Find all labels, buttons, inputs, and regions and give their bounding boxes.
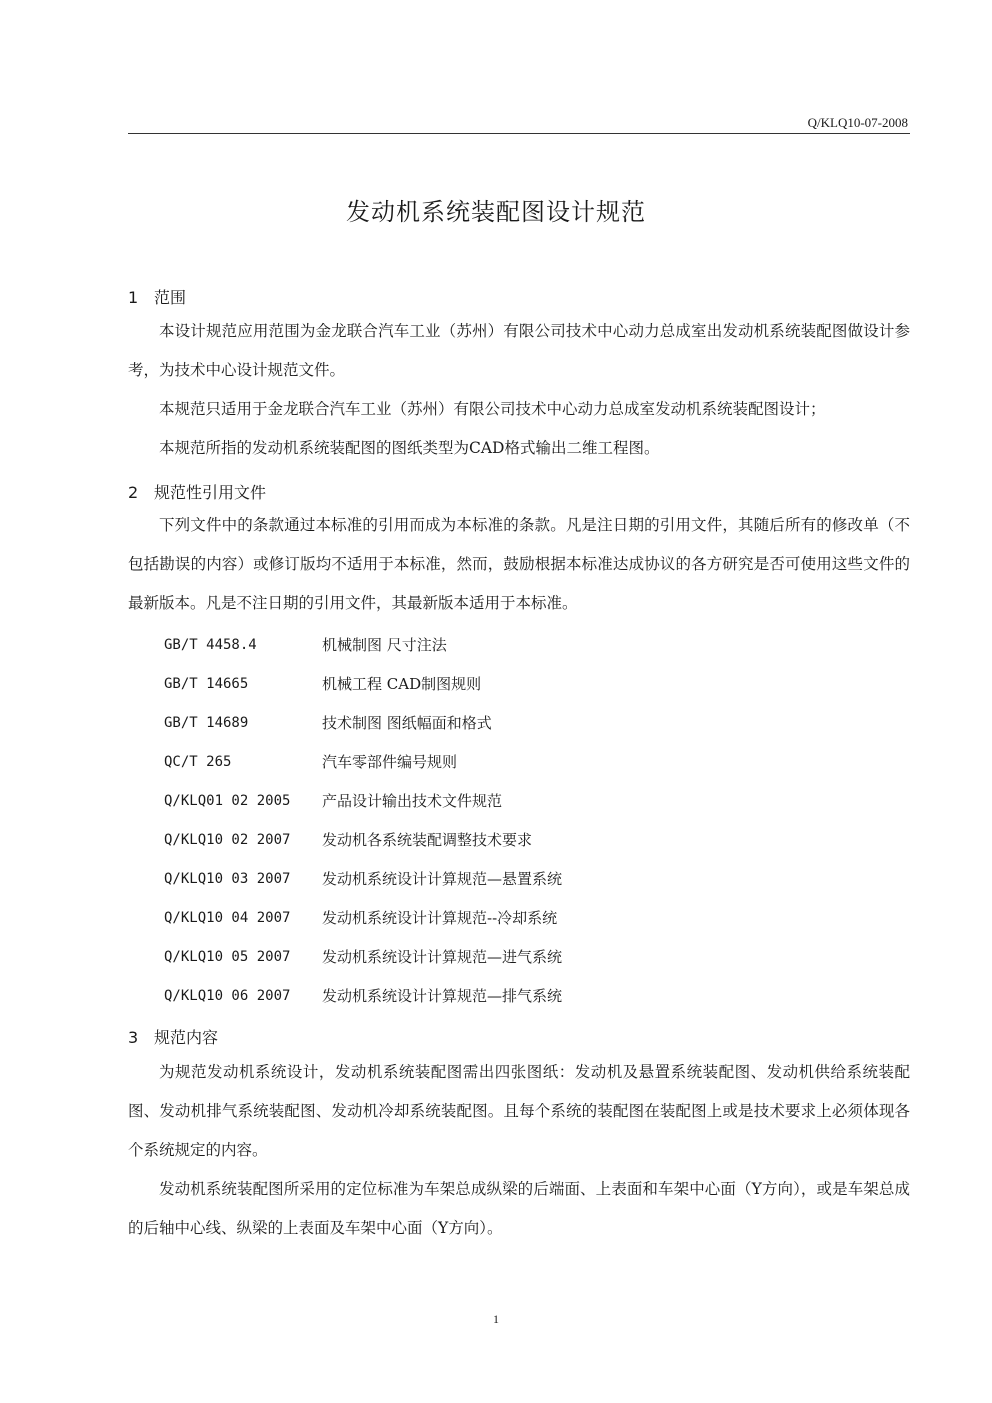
reference-title: 发动机各系统装配调整技术要求: [322, 831, 533, 849]
reference-code: Q/KLQ10 02 2007: [164, 832, 291, 848]
reference-code: QC/T 265: [164, 754, 232, 770]
paragraph: 本设计规范应用范围为金龙联合汽车工业（苏州）有限公司技术中心动力总成室出发动机系统装配图做设计参考，为技术中心设计规范文件。: [128, 322, 910, 379]
reference-title: 发动机系统设计计算规范—排气系统: [322, 987, 563, 1005]
reference-item: [164, 630, 864, 669]
paragraph: 下列文件中的条款通过本标准的引用而成为本标准的条款。凡是注日期的引用文件，其随后所有的修改单（不包括勘误的内容）或修订版均不适用于本标准，然而，鼓励根据本标准达成协议的各方研究是否可使用这些文件的最新版本。凡是不注日期的引用文件，其最新版本适用于本标准。: [128, 516, 910, 612]
reference-list: [164, 630, 864, 1020]
reference-code: GB/T 14665: [164, 676, 249, 692]
reference-item: [164, 942, 864, 981]
reference-title: 机械制图 尺寸注法: [322, 636, 447, 654]
reference-item: [164, 825, 864, 864]
reference-title: 机械工程 CAD制图规则: [322, 675, 482, 693]
section-2-heading: [128, 480, 266, 503]
reference-item: [164, 903, 864, 942]
section-1-heading: [128, 285, 186, 308]
reference-title: 发动机系统设计计算规范—悬置系统: [322, 870, 563, 888]
paragraph: 本规范所指的发动机系统装配图的图纸类型为CAD格式输出二维工程图。: [159, 439, 660, 457]
reference-title: 技术制图 图纸幅面和格式: [322, 714, 492, 732]
section-3-heading: [128, 1025, 218, 1048]
reference-item: [164, 669, 864, 708]
section-title: 范围: [154, 288, 187, 307]
reference-title: 汽车零部件编号规则: [322, 753, 458, 771]
reference-code: Q/KLQ01 02 2005: [164, 793, 291, 809]
reference-item: [164, 747, 864, 786]
section-title: 规范性引用文件: [154, 483, 267, 502]
paragraph: 发动机系统装配图所采用的定位标准为车架总成纵梁的后端面、上表面和车架中心面（Y方向），或是车架总成的后轴中心线、纵梁的上表面及车架中心面（Y方向）。: [128, 1180, 910, 1237]
reference-code: Q/KLQ10 05 2007: [164, 949, 291, 965]
reference-code: GB/T 4458.4: [164, 637, 257, 653]
paragraph: 为规范发动机系统设计，发动机系统装配图需出四张图纸：发动机及悬置系统装配图、发动机供给系统装配图、发动机排气系统装配图、发动机冷却系统装配图。且每个系统的装配图在装配图上或是技术要求上必须体现各个系统规定的内容。: [128, 1063, 910, 1159]
reference-title: 发动机系统设计计算规范—进气系统: [322, 948, 563, 966]
reference-item: [164, 786, 864, 825]
reference-item: [164, 981, 864, 1020]
page-number: 1: [493, 1312, 499, 1326]
section-number: 1: [128, 288, 139, 307]
reference-code: GB/T 14689: [164, 715, 249, 731]
header-rule: [128, 133, 910, 134]
document-title: 发动机系统装配图设计规范: [346, 198, 646, 226]
paragraph: 本规范只适用于金龙联合汽车工业（苏州）有限公司技术中心动力总成室发动机系统装配图设计；: [159, 400, 826, 418]
reference-code: Q/KLQ10 06 2007: [164, 988, 291, 1004]
section-number: 3: [128, 1028, 139, 1047]
reference-title: 发动机系统设计计算规范--冷却系统: [322, 909, 558, 927]
reference-title: 产品设计输出技术文件规范: [322, 792, 503, 810]
reference-item: [164, 708, 864, 747]
section-title: 规范内容: [154, 1028, 219, 1047]
reference-code: Q/KLQ10 03 2007: [164, 871, 291, 887]
document-code: Q/KLQ10-07-2008: [807, 115, 908, 130]
reference-code: Q/KLQ10 04 2007: [164, 910, 291, 926]
reference-item: [164, 864, 864, 903]
section-number: 2: [128, 483, 139, 502]
